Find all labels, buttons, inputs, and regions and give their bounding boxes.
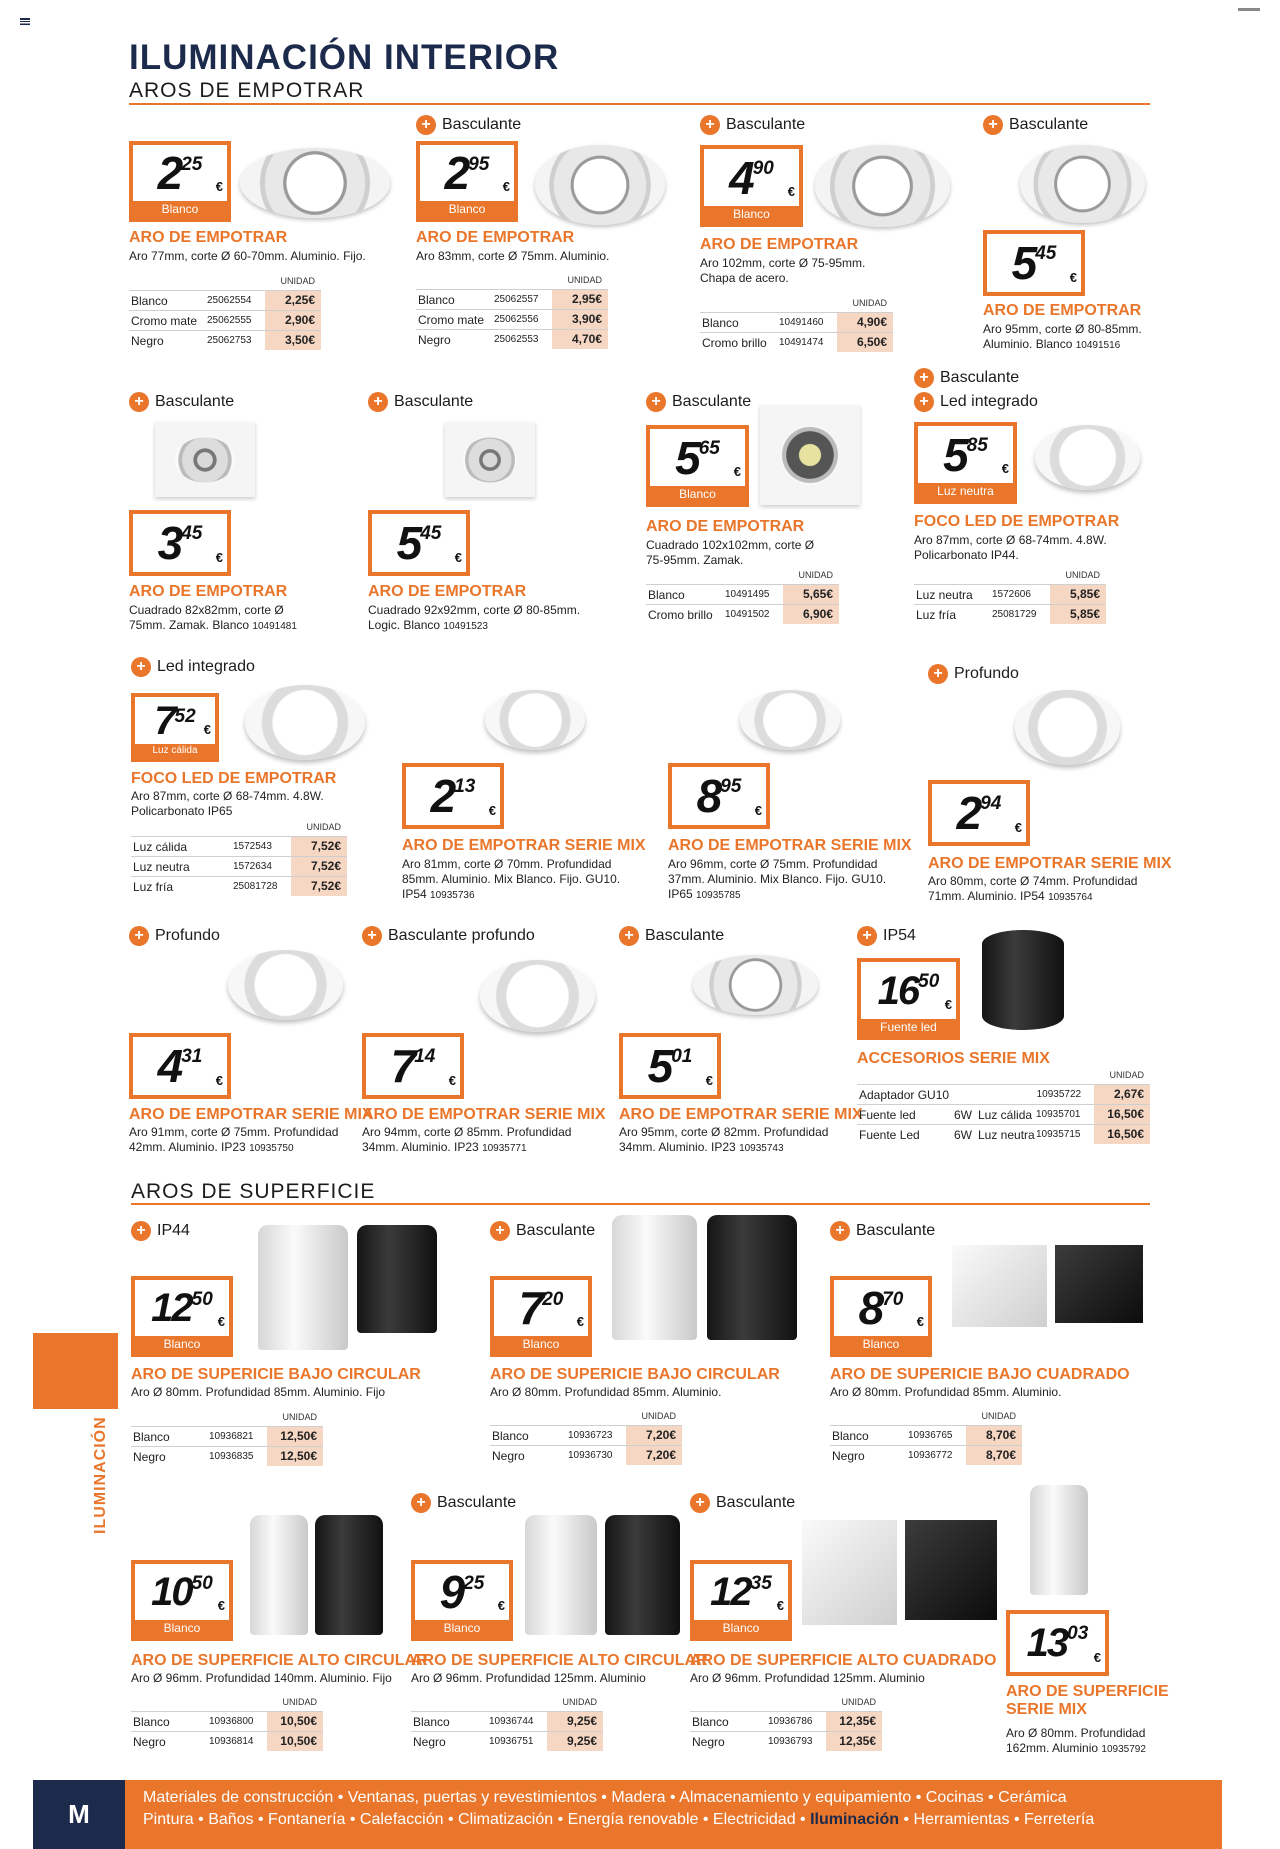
table-row: Luz neutra 1572606 5,85€: [914, 584, 1106, 604]
table-row: Cromo mate 25062556 3,90€: [416, 309, 608, 329]
product-name: ARO DE EMPOTRAR SERIE MIX: [402, 837, 646, 854]
product-desc: Aro 80mm, corte Ø 74mm. Profundidad 71mm. Aluminio. IP54 10935764: [928, 874, 1138, 903]
product-image: [1055, 1245, 1143, 1323]
feature-tag: + IP54: [857, 926, 916, 946]
product-desc: Aro 83mm, corte Ø 75mm. Aluminio.: [416, 249, 610, 263]
price-tag: 8 70 € Blanco: [830, 1276, 932, 1357]
product-name: ARO DE SUPERICIE BAJO CUADRADO: [830, 1366, 1130, 1383]
price-table: UNIDAD Adaptador GU10 10935722 2,67€ Fuente led 6W Luz cálida 10935701 16,50€ Fuente Led 6W Luz neutra 10935715 16,50€: [857, 1070, 1150, 1144]
price-table: UNIDAD Blanco 10491460 4,90€ Cromo brillo 10491474 6,50€: [700, 298, 893, 352]
feature-tag: + Basculante: [416, 115, 521, 135]
product-name: ACCESORIOS SERIE MIX: [857, 1050, 1050, 1067]
plus-icon: +: [914, 368, 934, 388]
feature-tag: + Basculante: [700, 115, 805, 135]
feature-tag: + Basculante: [490, 1221, 595, 1241]
product-name: ARO DE EMPOTRAR SERIE MIX: [129, 1106, 373, 1123]
product-name: ARO DE SUPERICIE BAJO CIRCULAR: [490, 1366, 780, 1383]
page-title: ILUMINACIÓN INTERIOR: [129, 38, 560, 77]
table-row: Blanco 10936744 9,25€: [411, 1711, 603, 1731]
price-table: UNIDAD Luz cálida 1572543 7,52€ Luz neutra 1572634 7,52€ Luz fría 25081728 7,52€: [131, 822, 347, 896]
product-image: [707, 1215, 797, 1340]
product-name: ARO DE EMPOTRAR SERIE MIX: [668, 837, 912, 854]
plus-icon: +: [411, 1493, 431, 1513]
table-row: Negro 25062553 4,70€: [416, 329, 608, 349]
product-name: ARO DE EMPOTRAR: [646, 518, 805, 535]
price-tag: 16 50 € Fuente led: [857, 958, 960, 1040]
feature-tag: + Led integrado: [131, 657, 255, 677]
feature-tag: + Basculante: [914, 368, 1019, 388]
price-table: UNIDAD Luz neutra 1572606 5,85€ Luz fría 25081729 5,85€: [914, 570, 1106, 624]
product-desc: Aro 102mm, corte Ø 75-95mm. Chapa de acero.: [700, 256, 866, 285]
price-tag: 5 01 €: [619, 1033, 721, 1099]
price-tag: 12 35 € Blanco: [690, 1560, 792, 1641]
product-name: ARO DE SUPERFICIE SERIE MIX: [1006, 1683, 1169, 1718]
table-row: Negro 10936835 12,50€: [131, 1446, 323, 1466]
product-name: ARO DE EMPOTRAR: [983, 302, 1142, 319]
product-desc: Aro Ø 96mm. Profundidad 125mm. Aluminio: [411, 1671, 646, 1685]
category-line[interactable]: Pintura • Baños • Fontanería • Calefacción • Climatización • Energía renovable • Electricidad • Iluminación • Herramientas • Ferretería: [143, 1811, 1095, 1828]
plus-icon: +: [416, 115, 436, 135]
product-image: [952, 1245, 1047, 1327]
product-name: ARO DE EMPOTRAR: [416, 229, 575, 246]
product-desc: Aro 87mm, corte Ø 68-74mm. 4.8W. Policarbonato IP44.: [914, 533, 1107, 562]
feature-tag: + Profundo: [129, 926, 220, 946]
product-name: FOCO LED DE EMPOTRAR: [914, 513, 1120, 530]
plus-icon: +: [129, 926, 149, 946]
feature-tag: + Basculante: [830, 1221, 935, 1241]
plus-icon: +: [619, 926, 639, 946]
product-name: ARO DE EMPOTRAR: [700, 236, 859, 253]
product-image: [445, 422, 535, 497]
table-row: Negro 10936730 7,20€: [490, 1445, 682, 1465]
feature-tag: + Basculante: [983, 115, 1088, 135]
price-tag: 13 03 €: [1006, 1610, 1109, 1676]
product-name: ARO DE EMPOTRAR SERIE MIX: [619, 1106, 863, 1123]
feature-tag: + Basculante: [129, 392, 234, 412]
price-tag: 5 85 € Luz neutra: [914, 422, 1017, 504]
section-rule: [129, 103, 1150, 105]
price-table: UNIDAD Blanco 10936786 12,35€ Negro 10936793 12,35€: [690, 1697, 882, 1751]
feature-tag: + IP44: [131, 1221, 190, 1241]
price-tag: 8 95 €: [668, 763, 770, 829]
flag-icon: [20, 18, 30, 25]
product-image: [535, 145, 665, 225]
plus-icon: +: [362, 926, 382, 946]
product-name: ARO DE SUPERFICIE ALTO CIRCULAR: [131, 1652, 428, 1669]
table-row: Blanco 10491495 5,65€: [646, 584, 839, 604]
table-row: Negro 10936772 8,70€: [830, 1445, 1022, 1465]
price-table: UNIDAD Blanco 10936765 8,70€ Negro 10936772 8,70€: [830, 1411, 1022, 1465]
product-desc: Aro 87mm, corte Ø 68-74mm. 4.8W. Policarbonato IP65: [131, 789, 324, 818]
product-desc: Cuadrado 82x82mm, corte Ø 75mm. Zamak. Blanco 10491481: [129, 603, 297, 632]
plus-icon: +: [914, 392, 934, 412]
product-desc: Aro 91mm, corte Ø 75mm. Profundidad 42mm. Aluminio. IP23 10935750: [129, 1125, 339, 1154]
section-title-empotrar: AROS DE EMPOTRAR: [129, 79, 365, 102]
plus-icon: +: [646, 392, 666, 412]
product-image: [612, 1215, 697, 1340]
product-desc: Aro Ø 96mm. Profundidad 140mm. Aluminio. Fijo: [131, 1671, 392, 1685]
table-row: Luz neutra 1572634 7,52€: [131, 856, 347, 876]
price-tag: 7 14 €: [362, 1033, 464, 1099]
plus-icon: +: [690, 1493, 710, 1513]
price-tag: 4 90 € Blanco: [700, 145, 803, 227]
price-table: UNIDAD Blanco 25062557 2,95€ Cromo mate 25062556 3,90€ Negro 25062553 4,70€: [416, 275, 608, 349]
feature-tag: + Basculante: [368, 392, 473, 412]
product-name: ARO DE SUPERFICIE ALTO CUADRADO: [690, 1652, 997, 1669]
table-row: Luz cálida 1572543 7,52€: [131, 836, 347, 856]
product-desc: Aro Ø 80mm. Profundidad 162mm. Aluminio 10935792: [1006, 1726, 1146, 1755]
feature-tag: + Basculante: [619, 926, 724, 946]
price-tag: 10 50 € Blanco: [131, 1560, 233, 1641]
feature-tag: + Basculante: [690, 1493, 795, 1513]
table-row: Blanco 10936723 7,20€: [490, 1425, 682, 1445]
plus-icon: +: [857, 926, 877, 946]
feature-tag: + Basculante profundo: [362, 926, 535, 946]
product-image: [815, 145, 950, 227]
footer-bar: [33, 1780, 1222, 1849]
product-name: ARO DE EMPOTRAR: [368, 583, 527, 600]
product-desc: Aro Ø 96mm. Profundidad 125mm. Aluminio: [690, 1671, 925, 1685]
plus-icon: +: [983, 115, 1003, 135]
product-image: [228, 950, 343, 1020]
product-image: [1035, 425, 1140, 490]
table-row: Blanco 25062557 2,95€: [416, 289, 608, 309]
table-row: Adaptador GU10 10935722 2,67€: [857, 1084, 1150, 1104]
table-row: Luz fría 25081728 7,52€: [131, 876, 347, 896]
price-tag: 7 20 € Blanco: [490, 1276, 592, 1357]
product-image: [525, 1515, 597, 1635]
section-rule: [131, 1203, 1150, 1205]
product-image: [240, 148, 390, 218]
price-tag: 9 25 € Blanco: [411, 1560, 513, 1641]
product-image: [802, 1520, 897, 1625]
product-image: [245, 685, 365, 760]
product-image: [1030, 1485, 1088, 1595]
table-row: Fuente Led 6W Luz neutra 10935715 16,50€: [857, 1124, 1150, 1144]
plus-icon: +: [131, 1221, 151, 1241]
product-name: ARO DE SUPERICIE BAJO CIRCULAR: [131, 1366, 421, 1383]
price-table: UNIDAD Blanco 10936821 12,50€ Negro 10936835 12,50€: [131, 1412, 323, 1466]
plus-icon: +: [368, 392, 388, 412]
price-tag: 7 52 € Luz cálida: [131, 693, 219, 762]
product-desc: Aro 81mm, corte Ø 70mm. Profundidad 85mm. Aluminio. Mix Blanco. Fijo. GU10. IP54 10935736: [402, 857, 621, 901]
product-desc: Aro 95mm, corte Ø 80-85mm. Aluminio. Blanco 10491516: [983, 322, 1142, 351]
table-row: Negro 10936814 10,50€: [131, 1731, 323, 1751]
plus-icon: +: [131, 657, 151, 677]
product-image: [485, 690, 585, 750]
table-row: Blanco 25062554 2,25€: [129, 290, 321, 310]
product-desc: Aro 94mm, corte Ø 85mm. Profundidad 34mm. Aluminio. IP23 10935771: [362, 1125, 572, 1154]
brand-logo[interactable]: M: [33, 1780, 125, 1849]
product-image: [905, 1520, 997, 1620]
product-image: [605, 1515, 680, 1635]
table-row: Blanco 10936765 8,70€: [830, 1425, 1022, 1445]
product-image: [740, 690, 840, 750]
table-row: Cromo mate 25062555 2,90€: [129, 310, 321, 330]
table-row: Negro 25062753 3,50€: [129, 330, 321, 350]
product-name: ARO DE EMPOTRAR: [129, 229, 288, 246]
side-label: ILUMINACIÓN: [92, 1416, 109, 1534]
table-row: Blanco 10491460 4,90€: [700, 312, 893, 332]
product-desc: Cuadrado 102x102mm, corte Ø 75-95mm. Zamak.: [646, 538, 815, 567]
product-name: ARO DE EMPOTRAR SERIE MIX: [362, 1106, 606, 1123]
price-tag: 3 45 €: [129, 510, 231, 576]
price-tag: 12 50 € Blanco: [131, 1276, 233, 1357]
product-name: FOCO LED DE EMPOTRAR: [131, 770, 337, 787]
plus-icon: +: [490, 1221, 510, 1241]
table-row: Blanco 10936800 10,50€: [131, 1711, 323, 1731]
price-table: UNIDAD Blanco 10936723 7,20€ Negro 10936730 7,20€: [490, 1411, 682, 1465]
product-image: [982, 930, 1064, 1030]
table-row: Cromo brillo 10491474 6,50€: [700, 332, 893, 352]
product-image: [1020, 145, 1145, 223]
product-image: [155, 422, 255, 497]
side-tab: [33, 1333, 118, 1409]
table-row: Negro 10936751 9,25€: [411, 1731, 603, 1751]
product-desc: Aro Ø 80mm. Profundidad 85mm. Aluminio.: [830, 1385, 1062, 1399]
price-tag: 2 94 €: [928, 780, 1030, 846]
product-desc: Cuadrado 92x92mm, corte Ø 80-85mm. Logic. Blanco 10491523: [368, 603, 581, 632]
current-category[interactable]: Iluminación: [810, 1811, 899, 1828]
product-desc: Aro 96mm, corte Ø 75mm. Profundidad 37mm. Aluminio. Mix Blanco. Fijo. GU10. IP65 10935785: [668, 857, 887, 901]
price-table: UNIDAD Blanco 10936800 10,50€ Negro 10936814 10,50€: [131, 1697, 323, 1751]
product-image: [357, 1225, 437, 1333]
table-row: Blanco 10936786 12,35€: [690, 1711, 882, 1731]
menu-icon[interactable]: [1238, 8, 1260, 11]
price-tag: 5 65 € Blanco: [646, 425, 749, 507]
plus-icon: +: [830, 1221, 850, 1241]
category-line[interactable]: Materiales de construcción • Ventanas, puertas y revestimientos • Madera • Almacenamiento y equipamiento • Cocinas • Cerámica: [143, 1789, 1067, 1806]
product-image: [480, 960, 595, 1032]
feature-tag: + Basculante: [646, 392, 751, 412]
product-image: [315, 1515, 383, 1635]
product-image: [693, 955, 818, 1015]
price-tag: 2 13 €: [402, 763, 504, 829]
price-table: UNIDAD Blanco 10491495 5,65€ Cromo brillo 10491502 6,90€: [646, 570, 839, 624]
table-row: Blanco 10936821 12,50€: [131, 1426, 323, 1446]
product-image: [760, 405, 860, 505]
product-desc: Aro 95mm, corte Ø 82mm. Profundidad 34mm. Aluminio. IP23 10935743: [619, 1125, 829, 1154]
product-name: ARO DE EMPOTRAR SERIE MIX: [928, 855, 1172, 872]
table-row: Cromo brillo 10491502 6,90€: [646, 604, 839, 624]
feature-tag: + Profundo: [928, 664, 1019, 684]
plus-icon: +: [928, 664, 948, 684]
product-image: [258, 1225, 348, 1350]
product-image: [1015, 690, 1120, 765]
plus-icon: +: [700, 115, 720, 135]
product-desc: Aro Ø 80mm. Profundidad 85mm. Aluminio. Fijo: [131, 1385, 386, 1399]
price-table: UNIDAD Blanco 10936744 9,25€ Negro 10936751 9,25€: [411, 1697, 603, 1751]
product-name: ARO DE SUPERFICIE ALTO CIRCULAR: [411, 1652, 708, 1669]
feature-tag: + Led integrado: [914, 392, 1038, 412]
price-tag: 5 45 €: [983, 230, 1085, 296]
price-table: UNIDAD Blanco 25062554 2,25€ Cromo mate 25062555 2,90€ Negro 25062753 3,50€: [129, 276, 321, 350]
price-tag: 4 31 €: [129, 1033, 231, 1099]
plus-icon: +: [129, 392, 149, 412]
section-title-superficie: AROS DE SUPERFICIE: [131, 1180, 376, 1203]
price-tag: 2 25 € Blanco: [129, 141, 231, 222]
product-name: ARO DE EMPOTRAR: [129, 583, 288, 600]
feature-tag: + Basculante: [411, 1493, 516, 1513]
product-desc: Aro 77mm, corte Ø 60-70mm. Aluminio. Fijo.: [129, 249, 366, 263]
table-row: Fuente led 6W Luz cálida 10935701 16,50€: [857, 1104, 1150, 1124]
price-tag: 5 45 €: [368, 510, 470, 576]
product-desc: Aro Ø 80mm. Profundidad 85mm. Aluminio.: [490, 1385, 722, 1399]
price-tag: 2 95 € Blanco: [416, 141, 518, 222]
category-links[interactable]: [143, 1787, 1213, 1831]
product-image: [250, 1515, 308, 1635]
table-row: Negro 10936793 12,35€: [690, 1731, 882, 1751]
table-row: Luz fría 25081729 5,85€: [914, 604, 1106, 624]
